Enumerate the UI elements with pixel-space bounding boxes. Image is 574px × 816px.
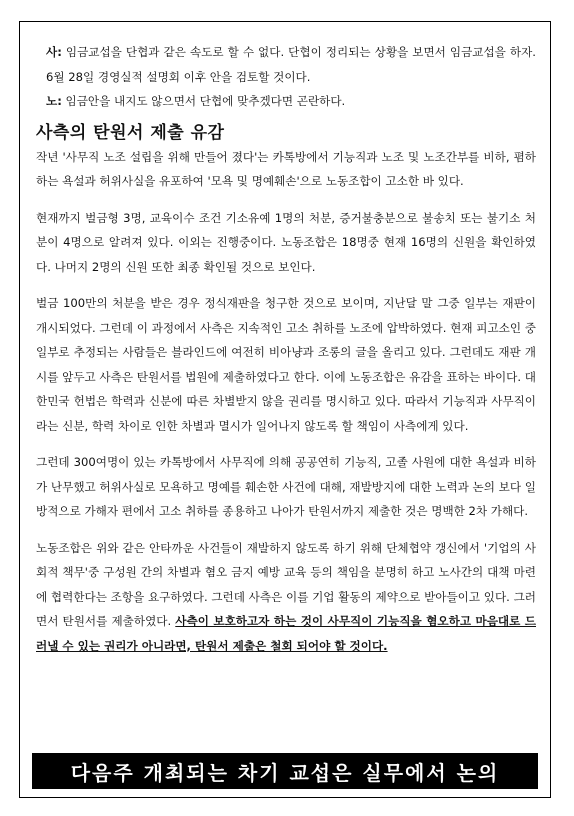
paragraph-3: 벌금 100만의 처분을 받은 경우 정식재판을 청구한 것으로 보이며, 지난달 말 그중 일부는 재판이 개시되었다. 그런데 이 과정에서 사측은 지속적인 고소 취하를 노조에 압박하였다. 현재 피고소인 중 일부로 추정되는 사람들은 블라인드에 여전히 비아냥과 조롱의 글을 올리고 있다. 그런데도 재판 개시를 앞두고 사측은 탄원서를 법원에 제출하였다고 한다. 이에 노동조합은 유감을 표하는 바이다. 대한민국 헌법은 학력과 신분에 따른 차별받지 않을 권리를 명시하고 있다. 따라서 기능직과 사무직이라는 신분, 학력 차이로 인한 차별과 멸시가 일어나지 않도록 할 책임이 사측에게 있다. (36, 296, 536, 433)
company-speaker: 사: (46, 45, 62, 59)
union-statement (36, 89, 536, 114)
document-body (36, 40, 536, 658)
paragraph-4: 그런데 300여명이 있는 카톡방에서 사무직에 의해 공공연히 기능직, 고졸 사원에 대한 욕설과 비하가 난무했고 허위사실로 모욕하고 명예를 훼손한 사건에 대해, 재발방지에 대한 노력과 논의 보다 일방적으로 가해자 편에서 고소 취하를 종용하고 나아가 탄원서까지 제출한 것은 명백한 2차 가해다. (36, 455, 536, 518)
paragraph-5-emphasis: 사측이 보호하고자 하는 것이 사무직이 기능직을 혐오하고 마음대로 드러낼 수 있는 권리가 아니라면, 탄원서 제출은 철회 되어야 할 것이다. (36, 614, 536, 653)
paragraph-5-text: 노동조합은 위와 같은 안타까운 사건들이 재발하지 않도록 하기 위해 단체협약 갱신에서 '기업의 사회적 책무'중 구성원 간의 차별과 혐오 금지 예방 교육 등의 책임을 분명히 하고 노사간의 대책 마련에 협력한다는 조항을 요구하였다. 그런데 사측은 이를 기업 활동의 제약으로 받아들이고 있다. 그러면서 탄원서를 제출하였다. (36, 540, 536, 628)
section-heading: 사측의 탄원서 제출 유감 (36, 122, 225, 143)
paragraph-2: 현재까지 벌금형 3명, 교육이수 조건 기소유예 1명의 처분, 증거불충분으로 불송치 또는 불기소 처분이 4명으로 알려져 있다. 이외는 진행중이다. 노동조합은 18명중 현재 16명의 신원을 확인하였다. 나머지 2명의 신원 또한 최종 확인될 것으로 보인다. (36, 210, 536, 274)
bottom-banner: 다음주 개최되는 차기 교섭은 실무에서 논의 (32, 753, 538, 789)
union-speaker: 노: (46, 94, 62, 108)
paragraph-1: 작년 '사무직 노조 설립을 위해 만들어 졌다'는 카톡방에서 기능직과 노조 및 노조간부를 비하, 폄하하는 욕설과 허위사실을 유포하여 '모욕 및 명예훼손'으로 노동조합이 고소한 바 있다. (36, 149, 536, 188)
paragraph-5 (36, 536, 536, 659)
union-statement-text: 임금안을 내지도 않으면서 단협에 맞추겠다면 곤란하다. (65, 94, 346, 108)
company-statement (36, 40, 536, 89)
company-statement-text: 임금교섭을 단협과 같은 속도로 할 수 없다. 단협이 정리되는 상황을 보면서 임금교섭을 하자. 6월 28일 경영실적 설명회 이후 안을 검토할 것이다. (46, 45, 536, 84)
